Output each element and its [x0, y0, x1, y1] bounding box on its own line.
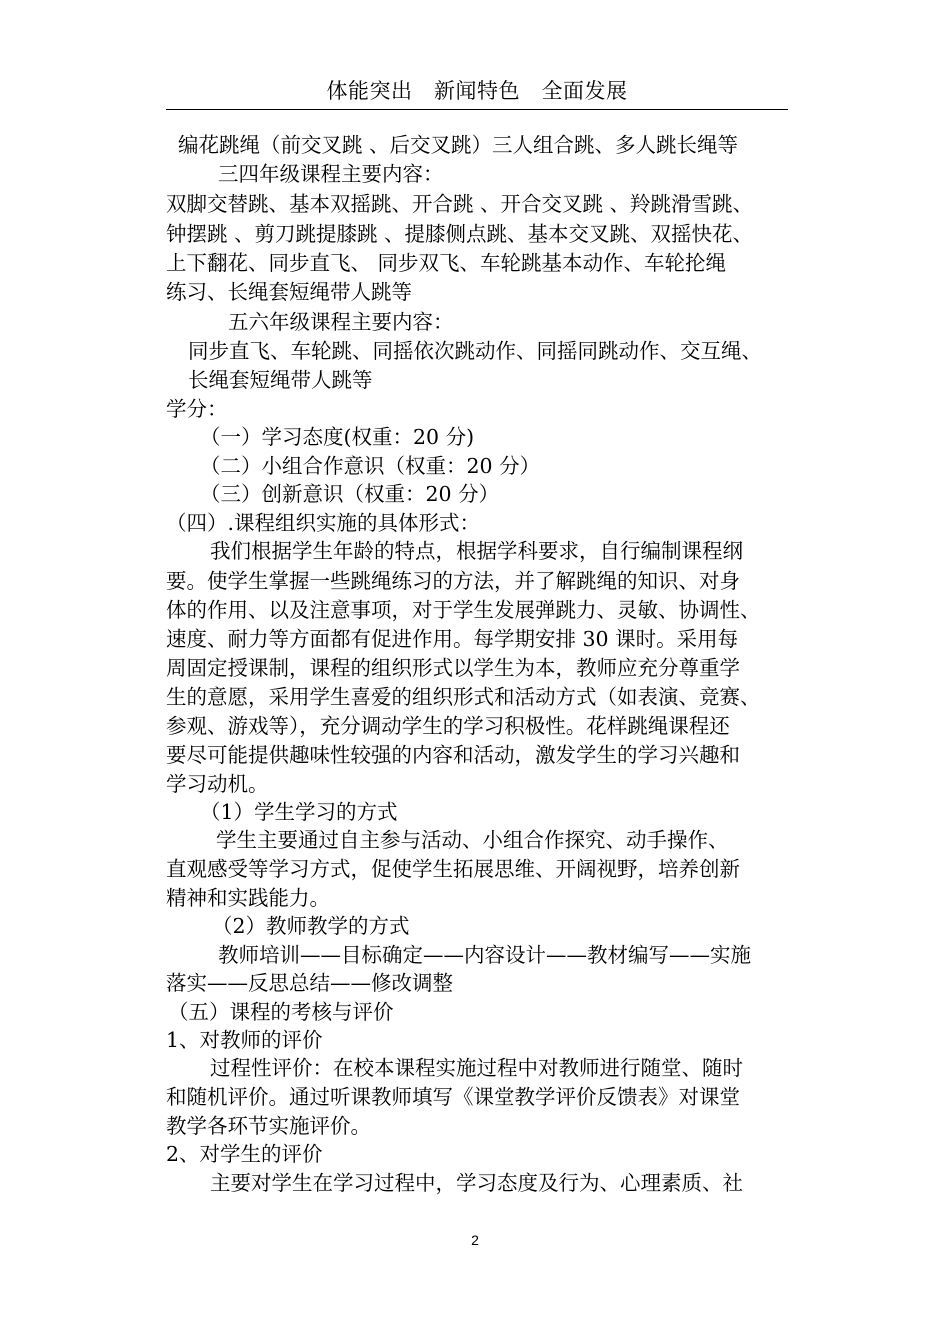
- body-line: 直观感受等学习方式，促使学生拓展思维、开阔视野，培养创新: [166, 857, 740, 881]
- body-line: 五六年级课程主要内容：: [228, 310, 454, 334]
- body-line: （五）课程的考核与评价: [168, 1000, 394, 1024]
- body-line: 教学各环节实施评价。: [166, 1114, 371, 1138]
- page-number: 2: [471, 1232, 479, 1248]
- body-line: 我们根据学生年龄的特点，根据学科要求，自行编制课程纲: [210, 539, 743, 563]
- body-line: 和随机评价。通过听课教师填写《课堂教学评价反馈表》对课堂: [166, 1085, 740, 1109]
- body-line: 同步直飞、车轮跳、同摇依次跳动作、同摇同跳动作、交互绳、: [188, 339, 762, 363]
- body-line: （二）小组合作意识（权重：20 分）: [200, 454, 541, 478]
- body-line: 周固定授课制，课程的组织形式以学生为本，教师应充分尊重学: [166, 656, 740, 680]
- body-line: 主要对学生在学习过程中，学习态度及行为、心理素质、社: [210, 1171, 743, 1195]
- body-line: 要尽可能提供趣味性较强的内容和活动，激发学生的学习兴趣和: [166, 743, 740, 767]
- body-line: 1、对教师的评价: [166, 1028, 323, 1052]
- page-header: 体能突出 新闻特色 全面发展: [326, 79, 628, 103]
- body-line: 学习动机。: [166, 772, 269, 796]
- body-line: （一）学习态度(权重：20 分): [200, 425, 475, 449]
- body-line: 2、对学生的评价: [166, 1142, 323, 1166]
- body-line: 落实——反思总结——修改调整: [166, 971, 453, 995]
- body-line: （1）学生学习的方式: [200, 800, 398, 824]
- body-line: 三四年级课程主要内容：: [218, 162, 444, 186]
- body-line: 上下翻花、同步直飞、 同步双飞、车轮跳基本动作、车轮抡绳: [166, 251, 727, 275]
- body-line: 过程性评价：在校本课程实施过程中对教师进行随堂、随时: [210, 1056, 743, 1080]
- body-line: （2）教师教学的方式: [212, 914, 410, 938]
- body-line: 生的意愿，采用学生喜爱的组织形式和活动方式（如表演、竞赛、: [166, 685, 761, 709]
- body-line: 参观、游戏等），充分调动学生的学习积极性。花样跳绳课程还: [166, 714, 730, 738]
- body-line: 练习、长绳套短绳带人跳等: [166, 280, 412, 304]
- header-rule: [166, 109, 788, 110]
- body-line: 钟摆跳 、剪刀跳提膝跳 、提膝侧点跳、基本交叉跳、双摇快花、: [166, 222, 754, 246]
- body-line: 体的作用、以及注意事项，对于学生发展弹跳力、灵敏、协调性、: [166, 598, 761, 622]
- body-line: （三）创新意识（权重：20 分）: [200, 482, 500, 506]
- body-line: 编花跳绳（前交叉跳 、后交叉跳）三人组合跳、多人跳长绳等: [178, 133, 739, 157]
- body-line: 长绳套短绳带人跳等: [188, 368, 373, 392]
- body-line: 教师培训——目标确定——内容设计——教材编写——实施: [218, 943, 751, 967]
- body-line: 速度、耐力等方面都有促进作用。每学期安排 30 课时。采用每: [166, 627, 739, 651]
- body-line: 双脚交替跳、基本双摇跳、开合跳 、开合交叉跳 、羚跳滑雪跳、: [166, 192, 754, 216]
- body-line: 学分：: [166, 397, 228, 421]
- body-line: （四）.课程组织实施的具体形式：: [166, 511, 481, 535]
- body-line: 学生主要通过自主参与活动、小组合作探究、动手操作、: [216, 828, 729, 852]
- body-line: 要。使学生掌握一些跳绳练习的方法，并了解跳绳的知识、对身: [166, 569, 740, 593]
- body-line: 精神和实践能力。: [166, 886, 330, 910]
